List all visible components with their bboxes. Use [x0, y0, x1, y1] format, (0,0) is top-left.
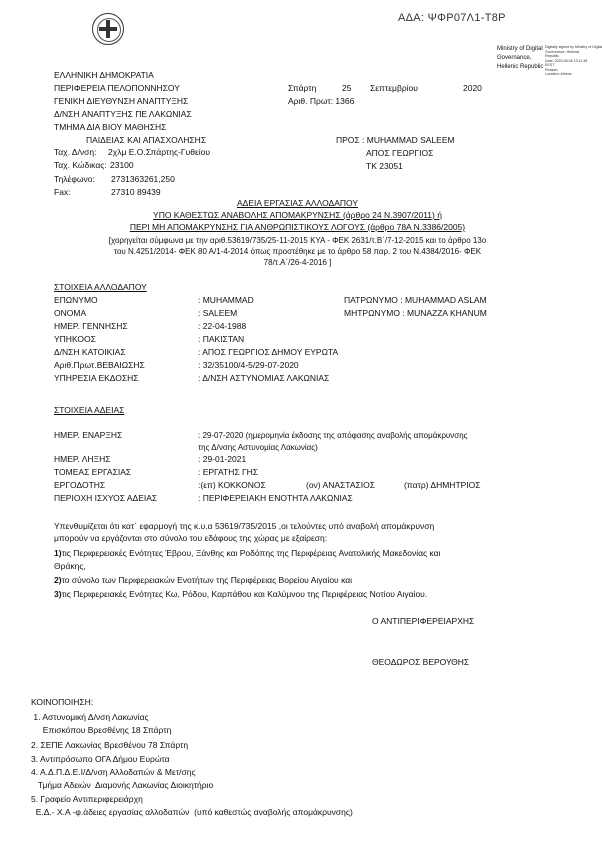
signature-left-line: Hellenic Republic [497, 64, 544, 70]
greek-emblem-icon [92, 13, 124, 45]
signature-right-line: Digitally signed by Ministry of Digital [545, 45, 602, 49]
legal-basis-line: 78/τ.Α΄/26-4-2016 ] [263, 258, 332, 267]
field-label: ΟΝΟΜΑ [54, 308, 87, 318]
date-year: 2020 [463, 83, 482, 93]
protocol-number: Αριθ. Πρωτ: 1366 [288, 96, 355, 106]
distribution-line: Ε.Δ.- Χ.Α -φ.άδειες εργασίας αλλοδαπών (υπό καθεστώς αναβολής απομάκρυνσης) [31, 807, 353, 817]
distribution-heading: ΚΟΙΝΟΠΟΙΗΣΗ: [31, 697, 94, 707]
contact-value: 2731363261,250 [111, 174, 175, 184]
signature-right-line: Date: 2020.08.06 13:11:38 [545, 58, 588, 63]
contact-value: 27310 89439 [111, 187, 161, 197]
employer-father-name: (πατρ) ΔΗΜΗΤΡΙΟΣ [404, 480, 481, 490]
mother-name: ΜΗΤΡΩΝΥΜΟ : MUNAZZA KHANUM [344, 308, 487, 318]
field-label: ΗΜΕΡ. ΕΝΑΡΞΗΣ [54, 430, 123, 440]
field-value: : ΑΠΟΣ ΓΕΩΡΓΙΟΣ ΔΗΜΟΥ ΕΥΡΩΤΑ [198, 347, 339, 357]
permit-section-heading: ΣΤΟΙΧΕΙΑ ΑΔΕΙΑΣ [54, 405, 125, 415]
distribution-line: Τμήμα Αδειών Διαμονής Λακωνίας Διοικητήριο [31, 780, 214, 790]
document-subtitle: ΥΠΟ ΚΑΘΕΣΤΩΣ ΑΝΑΒΟΛΗΣ ΑΠΟΜΑΚΡΥΝΣΗΣ (άρθρο 24 Ν.3907/2011) ή [153, 210, 442, 220]
exception-item [54, 548, 440, 559]
signature-right-line: Reason: [545, 67, 559, 72]
exception-item [54, 589, 427, 600]
field-label: ΕΠΩΝΥΜΟ [54, 295, 98, 305]
field-label: ΥΠΗΚΟΟΣ [54, 334, 96, 344]
org-line: ΓΕΝΙΚΗ ΔΙΕΥΘΥΝΣΗ ΑΝΑΠΤΥΞΗΣ [54, 96, 189, 106]
note-line: Υπενθυμίζεται ότι κατ΄ εφαρμογή της κ.υ.α 53619/735/2015 ,οι τελούντες υπό αναβολή απομάκρυνση [54, 521, 435, 531]
signatory-role: Ο ΑΝΤΙΠΕΡΙΦΕΡΕΙΑΡΧΗΣ [372, 616, 475, 626]
distribution-line: 5. Γραφείο Αντιπεριφερειάρχη [31, 794, 143, 804]
field-value: : ΠΑΚΙΣΤΑΝ [198, 334, 245, 344]
distribution-line: Επισκόπου Βρεσθένης 18 Σπάρτη [31, 725, 172, 735]
contact-value: 23100 [110, 160, 134, 170]
field-label: ΗΜΕΡ. ΓΕΝΝΗΣΗΣ [54, 321, 128, 331]
org-line: ΠΑΙΔΕΙΑΣ ΚΑΙ ΑΠΑΣΧΟΛΗΣΗΣ [86, 135, 207, 145]
field-label: Δ/ΝΣΗ ΚΑΤΟΙΚΙΑΣ [54, 347, 126, 357]
exception-text: τις Περιφερειακές Ενότητες Έβρου, Ξάνθης και Ροδόπης της Περιφέρειας Ανατολικής Μακεδονίας και [61, 548, 441, 558]
date-place: Σπάρτη [288, 83, 317, 93]
digital-signature-details [545, 45, 602, 105]
field-value: :(επ) ΚΟΚΚΟΝΟΣ [198, 480, 266, 490]
emblem-cross-horizontal [99, 27, 117, 31]
field-label: ΗΜΕΡ. ΛΗΞΗΣ [54, 454, 111, 464]
exception-text: το σύνολο των Περιφερειακών Ενοτήτων της Περιφέρειας Βορείου Αιγαίου και [61, 575, 353, 585]
contact-label: Τηλέφωνο: [54, 174, 95, 184]
distribution-line: 1. Αστυνομική Δ/νση Λακωνίας [31, 712, 149, 722]
field-label: ΤΟΜΕΑΣ ΕΡΓΑΣΙΑΣ [54, 467, 132, 477]
field-value: : SALEEM [198, 308, 238, 318]
field-value: : 29-07-2020 (ημερομηνία έκδοσης της απόφασης αναβολής απομάκρυνσης [198, 431, 468, 440]
field-label: ΥΠΗΡΕΣΙΑ ΕΚΔΟΣΗΣ [54, 373, 139, 383]
exception-text: τις Περιφερειακές Ενότητες Κω, Ρόδου, Καρπάθου και Καλύμνου της Περιφέρειας Νοτίου Αιγαίου. [61, 589, 428, 599]
exception-continuation: Θράκης, [54, 561, 86, 571]
father-name: ΠΑΤΡΩΝΥΜΟ : MUHAMMAD ASLAM [344, 295, 487, 305]
signature-right-line: Location: Athens [545, 72, 572, 76]
signature-left-line: Ministry of Digital [497, 46, 543, 52]
org-line: ΠΕΡΙΦΕΡΕΙΑ ΠΕΛΟΠΟΝΝΗΣΟΥ [54, 83, 180, 93]
recipient-postcode: ΤΚ 23051 [366, 161, 403, 171]
recipient-address: ΑΠΟΣ ΓΕΩΡΓΙΟΣ [366, 148, 434, 158]
field-value: : 32/35100/4-5/29-07-2020 [198, 360, 299, 370]
field-value: : ΕΡΓΑΤΗΣ ΓΗΣ [198, 467, 259, 477]
date-month: Σεπτεμβρίου [370, 83, 418, 93]
recipient-name: ΠΡΟΣ : MUHAMMAD SALEEM [336, 135, 455, 145]
signature-left-line: Governance, [497, 55, 532, 61]
signatory-name: ΘΕΟΔΩΡΟΣ ΒΕΡΟΥΘΗΣ [372, 657, 470, 667]
field-label: ΠΕΡΙΟΧΗ ΙΣΧΥΟΣ ΑΔΕΙΑΣ [54, 493, 158, 503]
document-title: ΑΔΕΙΑ ΕΡΓΑΣΙΑΣ ΑΛΛΟΔΑΠΟΥ [236, 198, 359, 208]
signature-right-line: Governance, Hellenic [545, 49, 580, 54]
field-value: : MUHAMMAD [198, 295, 254, 305]
employer-first-name: (ον) ΑΝΑΣΤΑΣΙΟΣ [306, 480, 375, 490]
distribution-line: 4. Α.Δ.Π.Δ.Ε.Ι/Δ/νση Αλλοδαπών & Μετ/σης [31, 767, 196, 777]
date-day: 25 [342, 83, 352, 93]
contact-label: Ταχ. Δ/νση: [54, 147, 97, 157]
alien-section-heading: ΣΤΟΙΧΕΙΑ ΑΛΛΟΔΑΠΟΥ [54, 282, 147, 292]
document-subtitle: ΠΕΡΙ ΜΗ ΑΠΟΜΑΚΡΥΝΣΗΣ ΓΙΑ ΑΝΘΡΩΠΙΣΤΙΚΟΥΣ ΛΟΓΟΥΣ (άρθρο 78Α Ν.3386/2005) [129, 222, 466, 232]
note-line: μπορούν να εργάζονται στο σύνολο του εδάφους της χώρας με εξαίρεση: [54, 533, 328, 543]
signature-right-line: EEST [545, 63, 555, 67]
exception-number: 3) [54, 589, 62, 599]
field-value: : ΠΕΡΙΦΕΡΕΙΑΚΗ ΕΝΟΤΗΤΑ ΛΑΚΩΝΙΑΣ [198, 493, 353, 503]
field-label: Αριθ.Πρωτ.ΒΕΒΑΙΩΣΗΣ [54, 360, 145, 370]
digital-signature-left [497, 45, 543, 72]
field-value: : Δ/ΝΣΗ ΑΣΤΥΝΟΜΙΑΣ ΛΑΚΩΝΙΑΣ [198, 373, 330, 383]
field-value: : 22-04-1988 [198, 321, 247, 331]
field-value: της Δ/νσης Αστυνομίας Λακωνίας) [198, 443, 318, 452]
exception-item [54, 575, 352, 586]
legal-basis-line: [χορηγείται σύμφωνα με την αριθ.53619/735/25-11-2015 ΚΥΑ - ΦΕΚ 2631/τ.Β΄/7-12-2015 και το άρθρο 13ο [108, 236, 487, 245]
ada-code: ΑΔΑ: ΨΦΡ07Λ1-Τ8Ρ [398, 12, 506, 24]
legal-basis-line: του Ν.4251/2014- ΦΕΚ 80 Α/1-4-2014 όπως προστέθηκε με το άρθρο 58 παρ. 2 του Ν.4384/2016- ΦΕΚ [113, 247, 482, 256]
distribution-line: 2. ΣΕΠΕ Λακωνίας Βρεσθένου 78 Σπάρτη [31, 740, 189, 750]
exception-number: 2) [54, 575, 62, 585]
org-line: Δ/ΝΣΗ ΑΝΑΠΤΥΞΗΣ ΠΕ ΛΑΚΩΝΙΑΣ [54, 109, 192, 119]
distribution-line: 3. Αντιπρόσωπο ΟΓΑ Δήμου Ευρώτα [31, 754, 170, 764]
contact-value: 2χλμ Ε.Ο.Σπάρτης-Γυθείου [108, 147, 211, 157]
exception-number: 1) [54, 548, 62, 558]
signature-right-line: Republic [545, 54, 559, 58]
field-label: ΕΡΓΟΔΟΤΗΣ [54, 480, 106, 490]
contact-label: Ταχ. Κώδικας: [54, 160, 107, 170]
field-value: : 29-01-2021 [198, 454, 247, 464]
contact-label: Fax: [54, 187, 71, 197]
org-line: ΤΜΗΜΑ ΔΙΑ ΒΙΟΥ ΜΑΘΗΣΗΣ [54, 122, 167, 132]
org-line: ΕΛΛΗΝΙΚΗ ΔΗΜΟΚΡΑΤΙΑ [54, 70, 154, 80]
